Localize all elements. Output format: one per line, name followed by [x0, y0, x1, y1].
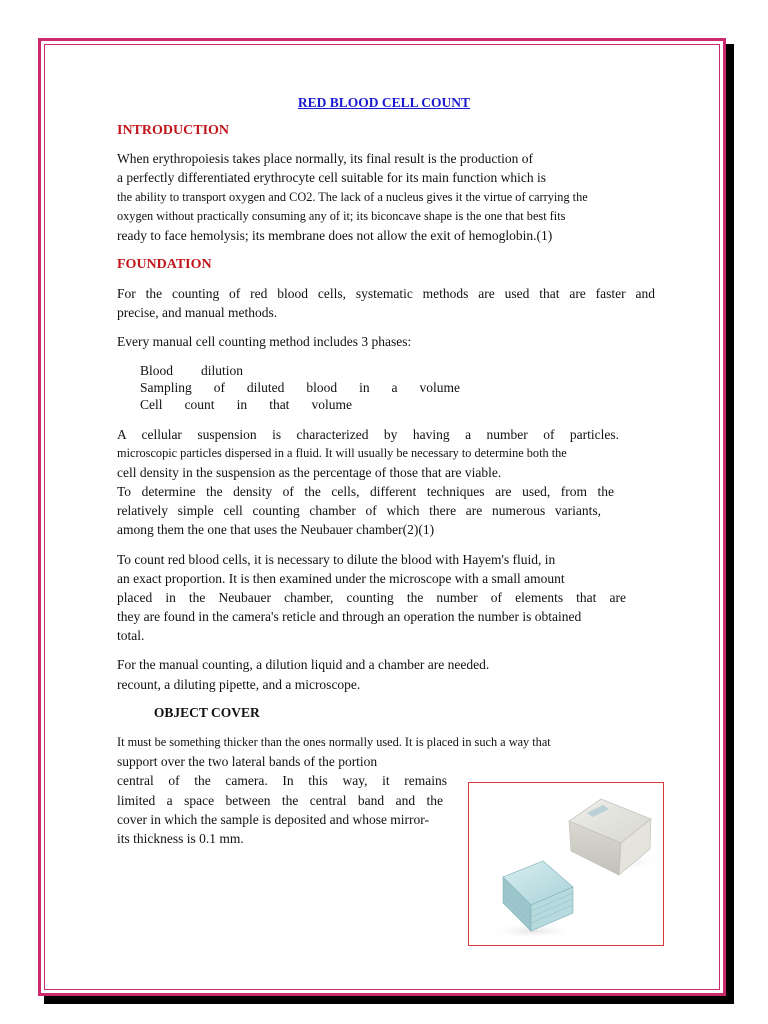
object-cover-line: limited a space between the central band and the [117, 793, 443, 808]
suspension-line: A cellular suspension is characterized by having a number of particles. [117, 427, 619, 442]
object-cover-heading [140, 705, 260, 721]
intro-line: When erythropoiesis takes place normally, its final result is the production of [117, 151, 534, 166]
object-cover-line: It must be something thicker than the ones normally used. It is placed in such a way that [117, 735, 551, 749]
cover-slip-photo [468, 782, 664, 946]
phase-item: Sampling of diluted blood in a volume [140, 380, 460, 395]
intro-line: oxygen without practically consuming any of it; its biconcave shape is the one that best fits [117, 209, 566, 223]
foundation-paragraph-line: precise, and manual methods. [117, 305, 278, 320]
count-line: an exact proportion. It is then examined under the microscope with a small amount [117, 571, 565, 586]
count-line: total. [117, 628, 145, 643]
intro-line: the ability to transport oxygen and CO2. The lack of a nucleus gives it the virtue of carrying the [117, 190, 588, 204]
count-line: they are found in the camera's reticle and through an operation the number is obtained [117, 609, 582, 624]
missing-glyph-icon [140, 705, 151, 720]
manual-line: For the manual counting, a dilution liquid and a chamber are needed. [117, 657, 490, 672]
suspension-line: among them the one that uses the Neubauer chamber(2)(1) [117, 522, 435, 537]
manual-line: recount, a diluting pipette, and a microscope. [117, 677, 361, 692]
object-cover-line: its thickness is 0.1 mm. [117, 831, 244, 846]
suspension-line: microscopic particles dispersed in a fluid. It will usually be necessary to determine both the [117, 446, 567, 460]
suspension-line: cell density in the suspension as the percentage of those that are viable. [117, 465, 502, 480]
phases-intro: Every manual cell counting method includes 3 phases: [117, 334, 412, 349]
object-cover-line: support over the two lateral bands of the portion [117, 754, 378, 769]
phase-item: Blood dilution [140, 363, 243, 378]
document-title[interactable]: RED BLOOD CELL COUNT [297, 95, 471, 110]
intro-line: a perfectly differentiated erythrocyte cell suitable for its main function which is [117, 170, 546, 185]
object-cover-line: central of the camera. In this way, it remains [117, 773, 447, 788]
count-line: placed in the Neubauer chamber, counting the number of elements that are [117, 590, 626, 605]
object-cover-line: cover in which the sample is deposited and whose mirror- [117, 812, 430, 827]
phase-item: Cell count in that volume [140, 397, 352, 412]
suspension-line: To determine the density of the cells, different techniques are used, from the [117, 484, 614, 499]
foundation-paragraph-line: For the counting of red blood cells, systematic methods are used that are faster and [117, 286, 655, 301]
foundation-heading: FOUNDATION [117, 257, 212, 272]
intro-line: ready to face hemolysis; its membrane does not allow the exit of hemoglobin.(1) [117, 228, 553, 243]
introduction-heading: INTRODUCTION [117, 123, 230, 138]
object-cover-heading-text: OBJECT COVER [140, 705, 246, 720]
suspension-line: relatively simple cell counting chamber of which there are numerous variants, [117, 503, 601, 518]
count-line: To count red blood cells, it is necessary to dilute the blood with Hayem's fluid, in [117, 552, 556, 567]
